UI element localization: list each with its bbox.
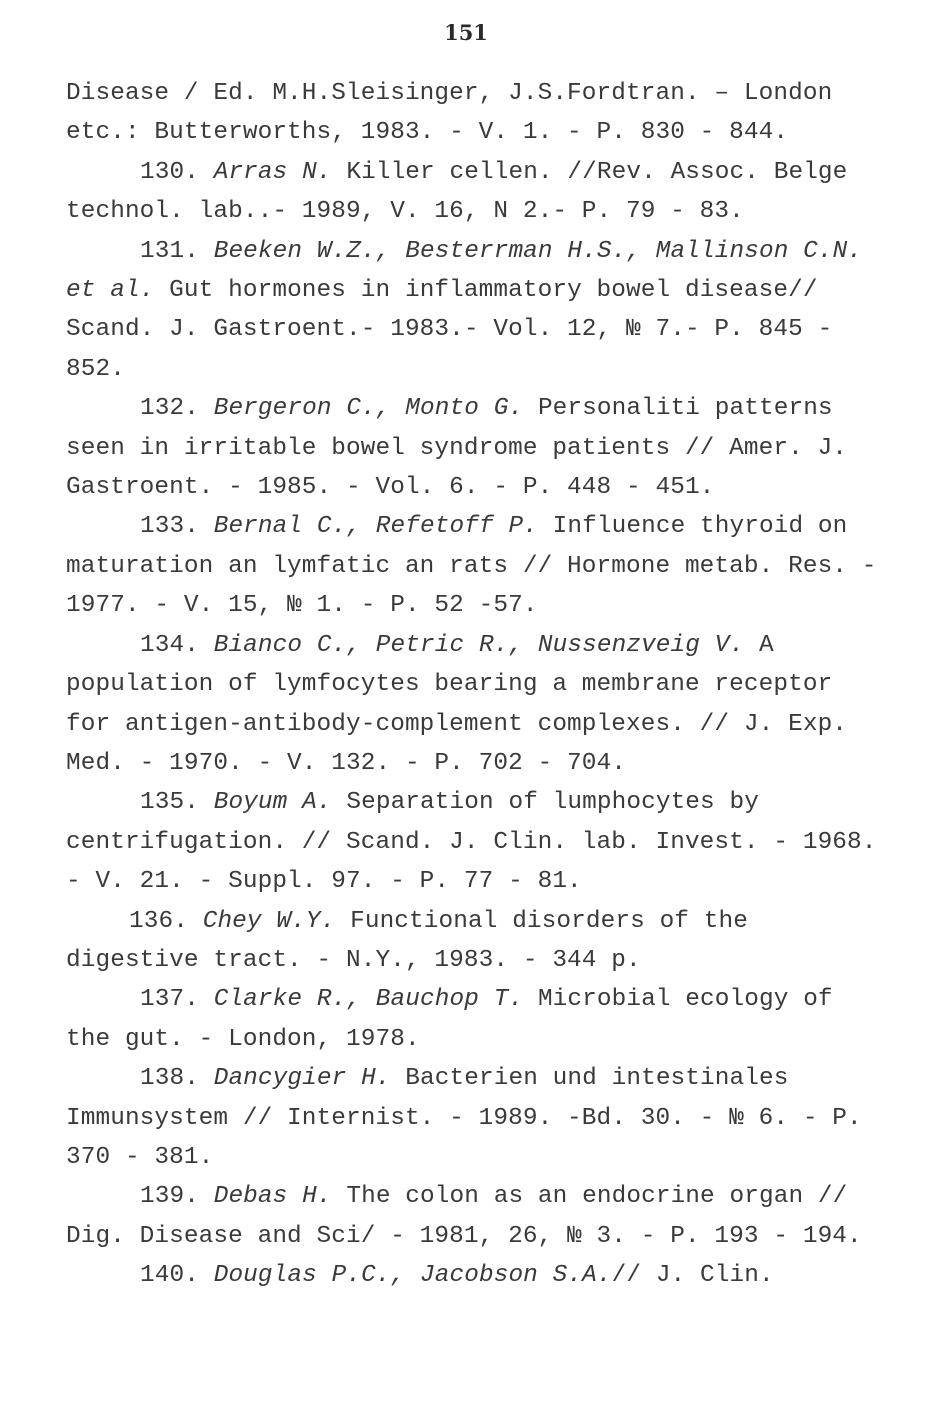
reference-entry-continued — [66, 74, 886, 153]
reference-author: Clarke R., Bauchop T. — [213, 986, 524, 1014]
reference-entry-137 — [66, 980, 886, 1059]
reference-author: Chey W.Y. — [202, 907, 336, 935]
reference-text: Gut hormones in inflammatory bowel disease// Scand. J. Gastroent.- 1983.- Vol. 12, № 7.- P. 845 - 852. — [66, 277, 833, 383]
reference-number: 131. — [140, 237, 199, 265]
reference-number: 135. — [140, 789, 199, 817]
reference-number: 132. — [140, 395, 199, 423]
reference-list — [66, 74, 886, 1296]
reference-number: 133. — [140, 513, 199, 541]
reference-author: Boyum A. — [213, 789, 332, 817]
reference-entry-135 — [66, 783, 886, 901]
reference-number: 130. — [140, 158, 199, 186]
reference-text: The colon as an endocrine organ // Dig. Disease and Sci/ - 1981, 26, № 3. - P. 193 - 194. — [66, 1183, 862, 1250]
reference-author: Douglas P.C., Jacobson S.A. — [213, 1262, 612, 1290]
reference-number: 136. — [129, 907, 188, 935]
reference-author: Bernal C., Refetoff P. — [213, 513, 538, 541]
reference-text: Functional disorders of the digestive tract. - N.Y., 1983. - 344 p. — [66, 907, 748, 974]
reference-text: Disease / Ed. M.H.Sleisinger, J.S.Fordtran. – London etc.: Butterworths, 1983. - V. 1. - P. 830 - 844. — [66, 80, 833, 147]
reference-text: Killer cellen. //Rev. Assoc. Belge technol. lab..- 1989, V. 16, N 2.- P. 79 - 83. — [66, 158, 848, 226]
reference-entry-140 — [66, 1256, 886, 1295]
reference-entry-136 — [66, 902, 886, 981]
reference-entry-138 — [66, 1059, 886, 1177]
page-number: 151 — [444, 20, 488, 45]
reference-text: Microbial ecology of the gut. - London, 1978. — [66, 986, 833, 1053]
reference-text: // J. Clin. — [611, 1262, 774, 1290]
reference-number: 140. — [140, 1262, 199, 1290]
reference-text: A population of lymfocytes bearing a membrane receptor for antigen-antibody-complement complexes. // J. Exp. Med. - 1970. - V. 132. - P. 702 - 704. — [66, 631, 848, 777]
reference-number: 138. — [140, 1065, 199, 1093]
reference-entry-131 — [66, 232, 886, 390]
reference-number: 139. — [140, 1183, 199, 1211]
reference-author: Debas H. — [213, 1183, 332, 1211]
reference-entry-133 — [66, 507, 886, 625]
reference-entry-130 — [66, 153, 886, 232]
reference-author: Bergeron C., Monto G. — [213, 395, 524, 423]
reference-author: Beeken W.Z., Besterrman H.S., Mallinson C.N. et al. — [66, 237, 863, 305]
reference-number: 134. — [140, 631, 199, 659]
reference-entry-132 — [66, 389, 886, 507]
reference-entry-139 — [66, 1177, 886, 1256]
reference-author: Bianco C., Petric R., Nussenzveig V. — [213, 631, 745, 659]
reference-text: Personaliti patterns seen in irritable bowel syndrome patients // Amer. J. Gastroent. - 1985. - Vol. 6. - P. 448 - 451. — [66, 395, 848, 502]
reference-number: 137. — [140, 986, 199, 1014]
reference-text: Influence thyroid on maturation an lymfatic an rats // Hormone metab. Res. - 1977. - V. 15, № 1. - P. 52 -57. — [66, 513, 877, 620]
reference-entry-134 — [66, 626, 886, 784]
reference-text: Bacterien und intestinales Immunsystem // Internist. - 1989. -Bd. 30. - № 6. - P. 370 - 381. — [66, 1065, 862, 1171]
reference-author: Dancygier H. — [213, 1065, 391, 1093]
reference-text: Separation of lumphocytes by centrifugation. // Scand. J. Clin. lab. Invest. - 1968. - V. 21. - Suppl. 97. - P. 77 - 81. — [66, 789, 877, 896]
reference-author: Arras N. — [213, 158, 332, 186]
